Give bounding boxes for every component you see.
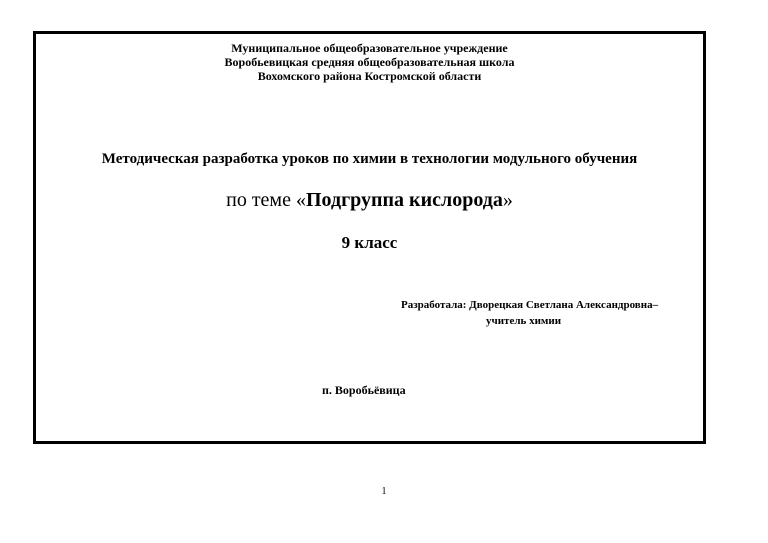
grade-label: 9 класс [341, 233, 398, 252]
institution-line-2: Воробьевицкая средняя общеобразовательная школа [224, 55, 515, 69]
page-number: 1 [381, 486, 387, 497]
topic-prefix: по теме « [226, 189, 306, 211]
document-title: Методическая разработка уроков по химии в технологии модульного обучения [101, 151, 638, 167]
topic-line [36, 189, 703, 212]
place-name: п. Воробьёвица [322, 383, 406, 397]
author-role: учитель химии [486, 315, 562, 327]
topic-suffix: » [502, 189, 513, 211]
author-line: Разработала: Дворецкая Светлана Александровна– [401, 299, 659, 311]
institution-line-3: Вохомского района Костромской области [257, 69, 482, 83]
institution-line-1: Муниципальное общеобразовательное учреждение [231, 41, 508, 55]
title-page-frame [33, 31, 706, 444]
topic-name: Подгруппа кислорода [305, 189, 503, 211]
